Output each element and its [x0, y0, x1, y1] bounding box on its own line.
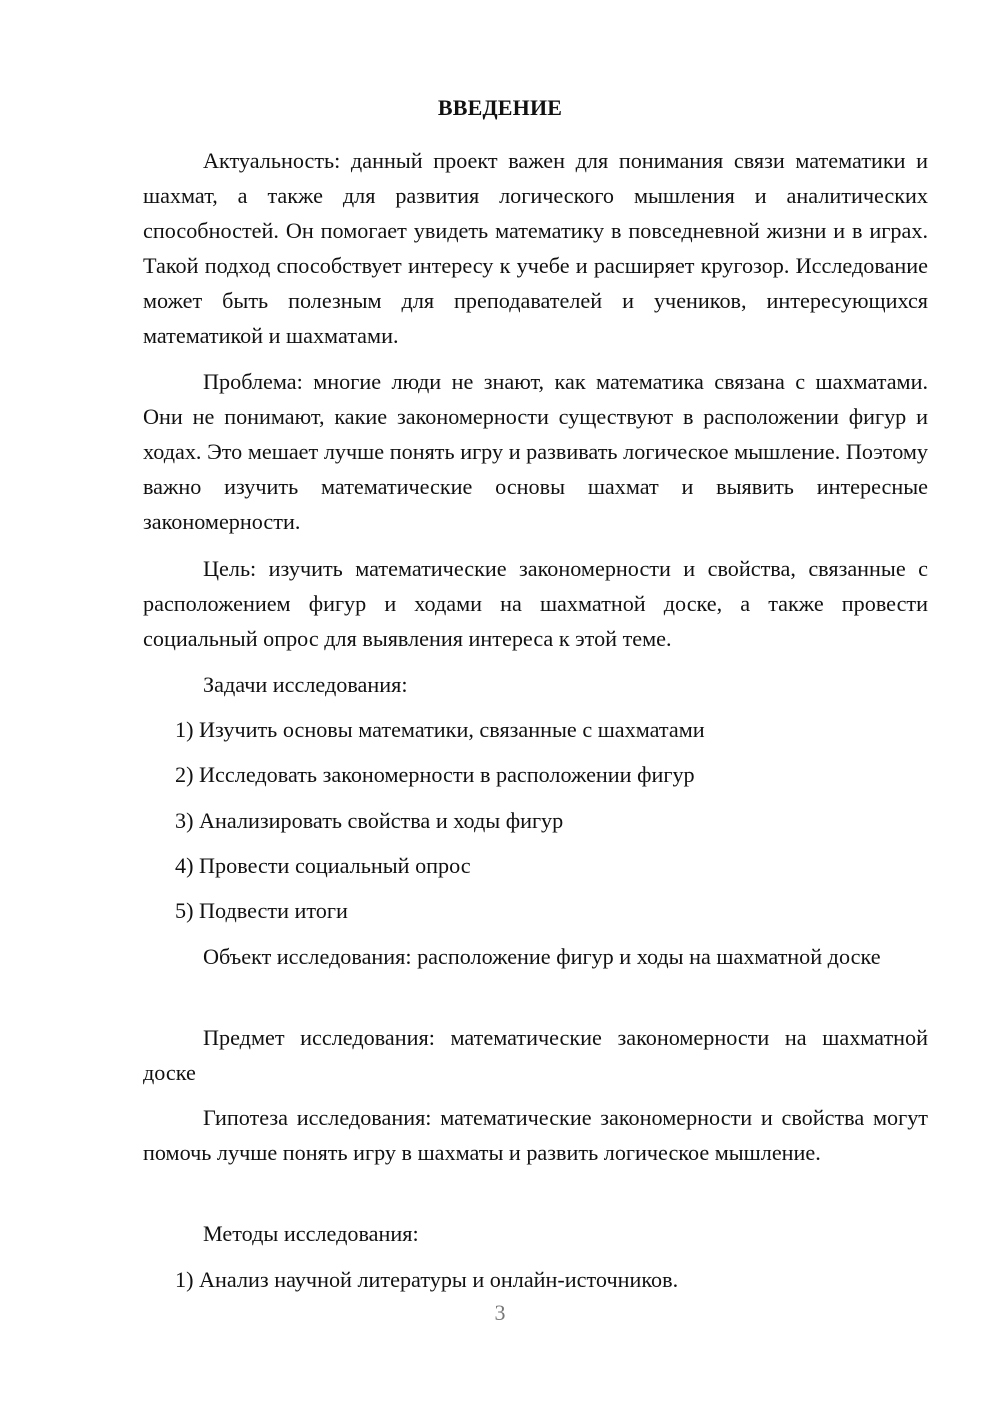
task-item: 2) Исследовать закономерности в расположении фигур — [175, 762, 695, 787]
hypothesis-paragraph: Гипотеза исследования: математические закономерности и свойства могут помочь лучше понять игру в шахматы и развить логическое мышление. — [143, 1105, 928, 1165]
task-item: 3) Анализировать свойства и ходы фигур — [175, 808, 564, 833]
task-item: 1) Изучить основы математики, связанные с шахматами — [175, 717, 705, 742]
subject-paragraph: Предмет исследования: математические закономерности на шахматной доске — [143, 1025, 928, 1085]
method-item: 1) Анализ научной литературы и онлайн-источников. — [175, 1267, 679, 1292]
section-heading: ВВЕДЕНИЕ — [437, 95, 563, 120]
object-paragraph: Объект исследования: расположение фигур и ходы на шахматной доске — [203, 944, 881, 969]
problem-paragraph: Проблема: многие люди не знают, как математика связана с шахматами. Они не понимают, какие закономерности существуют в расположении фигур и ходах. Это мешает лучше понять игру и развивать логическое мышление. Поэтому важно изучить математические основы шахмат и выявить интересные закономерности. — [143, 369, 928, 534]
tasks-heading: Задачи исследования: — [203, 672, 408, 697]
page-number: 3 — [494, 1300, 506, 1325]
relevance-paragraph: Актуальность: данный проект важен для понимания связи математики и шахмат, а также для развития логического мышления и аналитических способностей. Он помогает увидеть математику в повседневной жизни и в играх. Такой подход способствует интересу к учебе и расширяет кругозор. Исследование может быть полезным для преподавателей и учеников, интересующихся математикой и шахматами. — [143, 148, 928, 348]
methods-heading: Методы исследования: — [203, 1221, 419, 1246]
goal-paragraph: Цель: изучить математические закономерности и свойства, связанные с расположением фигур и ходами на шахматной доске, а также провести социальный опрос для выявления интереса к этой теме. — [143, 556, 928, 651]
task-item: 4) Провести социальный опрос — [175, 853, 471, 878]
task-item: 5) Подвести итоги — [175, 898, 348, 923]
